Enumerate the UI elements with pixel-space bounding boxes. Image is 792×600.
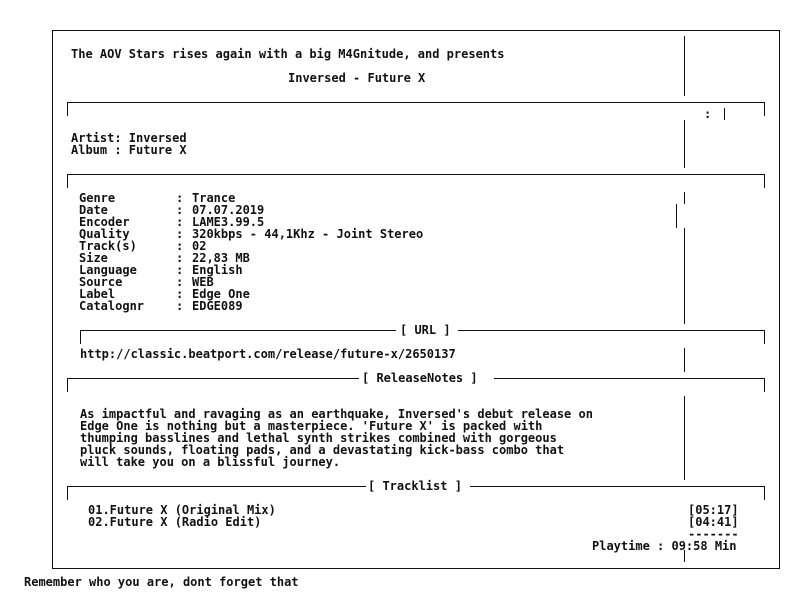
info-key: Label <box>79 287 116 301</box>
info-key: Size <box>79 251 108 265</box>
info-key: Genre <box>79 191 116 205</box>
info-key: Track(s) <box>79 239 137 253</box>
artist-line: Artist: Inversed <box>71 131 187 145</box>
info-value: 22,83 MB <box>192 251 250 265</box>
tracklist-heading: [ Tracklist ] <box>368 479 462 493</box>
notes-line: As impactful and ravaging as an earthquake, Inversed's debut release on <box>80 407 593 421</box>
info-key: Source <box>79 275 123 289</box>
info-value: 320kbps - 44,1Khz - Joint Stereo <box>192 227 424 241</box>
album-line: Album : Future X <box>71 143 187 157</box>
release-title: Inversed - Future X <box>288 71 426 85</box>
notes-line: pluck sounds, floating pads, and a devastating kick-bass combo that <box>80 443 565 457</box>
info-key: Date <box>79 203 108 217</box>
footer-quote: Remember who you are, dont forget that <box>24 575 299 589</box>
notes-line: will take you on a blissful journey. <box>80 455 341 469</box>
notes-heading: [ ReleaseNotes ] <box>362 371 478 385</box>
info-value: 07.07.2019 <box>192 203 265 217</box>
track-time: [05:17] <box>688 503 739 517</box>
info-key: Quality <box>79 227 130 241</box>
url-heading: [ URL ] <box>400 323 451 337</box>
info-key: Catalognr <box>79 299 145 313</box>
notes-line: thumping basslines and lethal synth strikes combined with gorgeous <box>80 431 557 445</box>
info-value: LAME3.99.5 <box>192 215 265 229</box>
info-value: Trance <box>192 191 236 205</box>
track-title: 02.Future X (Radio Edit) <box>88 515 262 529</box>
info-key: Encoder <box>79 215 130 229</box>
info-value: English <box>192 263 243 277</box>
track-title: 01.Future X (Original Mix) <box>88 503 276 517</box>
info-value: Edge One <box>192 287 250 301</box>
info-value: WEB <box>192 275 214 289</box>
info-value: 02 <box>192 239 207 253</box>
time-divider: ------- <box>688 527 739 541</box>
info-key: Language <box>79 263 137 277</box>
intro-line: The AOV Stars rises again with a big M4Gnitude, and presents <box>71 47 505 61</box>
track-time: [04:41] <box>688 515 739 529</box>
notes-line: Edge One is nothing but a masterpiece. 'Future X' is packed with <box>80 419 543 433</box>
release-link[interactable]: http://classic.beatport.com/release/future-x/2650137 <box>80 347 456 361</box>
info-value: EDGE089 <box>192 299 243 313</box>
playtime: Playtime : 09:58 Min <box>592 539 737 553</box>
